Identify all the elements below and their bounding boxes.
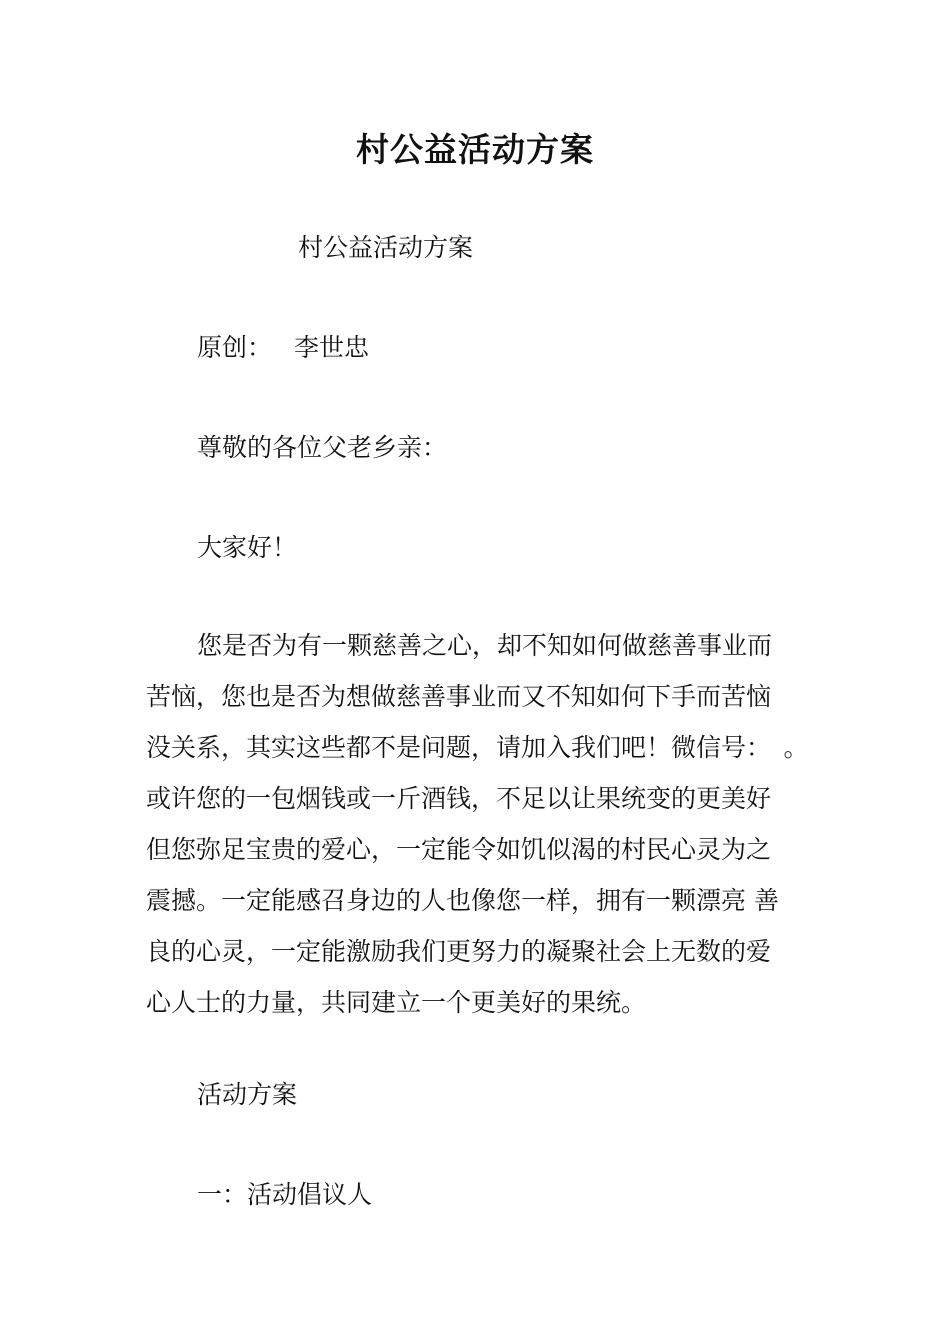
body-line: 震撼。一定能感召身边的人也像您一样，拥有一颗漂亮 善 (146, 886, 779, 915)
body-line: 或许您的一包烟钱或一斤酒钱，不足以让果统变的更美好 (146, 784, 772, 813)
author-label: 原创： (197, 333, 273, 362)
body-line: 没关系，其实这些都不是问题，请加入我们吧！微信号： 。 (146, 733, 809, 762)
document-subtitle: 村公益活动方案 (298, 233, 474, 262)
body-line: 苦恼，您也是否为想做慈善事业而又不知如何下手而苦恼 (146, 682, 772, 711)
body-paragraph (146, 628, 826, 1036)
greeting: 大家好！ (197, 533, 298, 562)
author-line (197, 330, 369, 366)
salutation: 尊敬的各位父老乡亲： (197, 433, 448, 462)
document-title: 村公益活动方案 (356, 130, 594, 169)
body-line: 良的心灵，一定能激励我们更努力的凝聚社会上无数的爱 (146, 937, 772, 966)
body-line: 心人士的力量，共同建立一个更美好的果统。 (146, 988, 647, 1017)
body-line: 您是否为有一颗慈善之心，却不知如何做慈善事业而 (197, 631, 773, 660)
list-item: 一：活动倡议人 (197, 1180, 373, 1209)
body-line: 但您弥足宝贵的爱心，一定能令如饥似渴的村民心灵为之 (146, 835, 772, 864)
section-heading: 活动方案 (197, 1080, 298, 1109)
author-name: 李世忠 (294, 333, 370, 362)
